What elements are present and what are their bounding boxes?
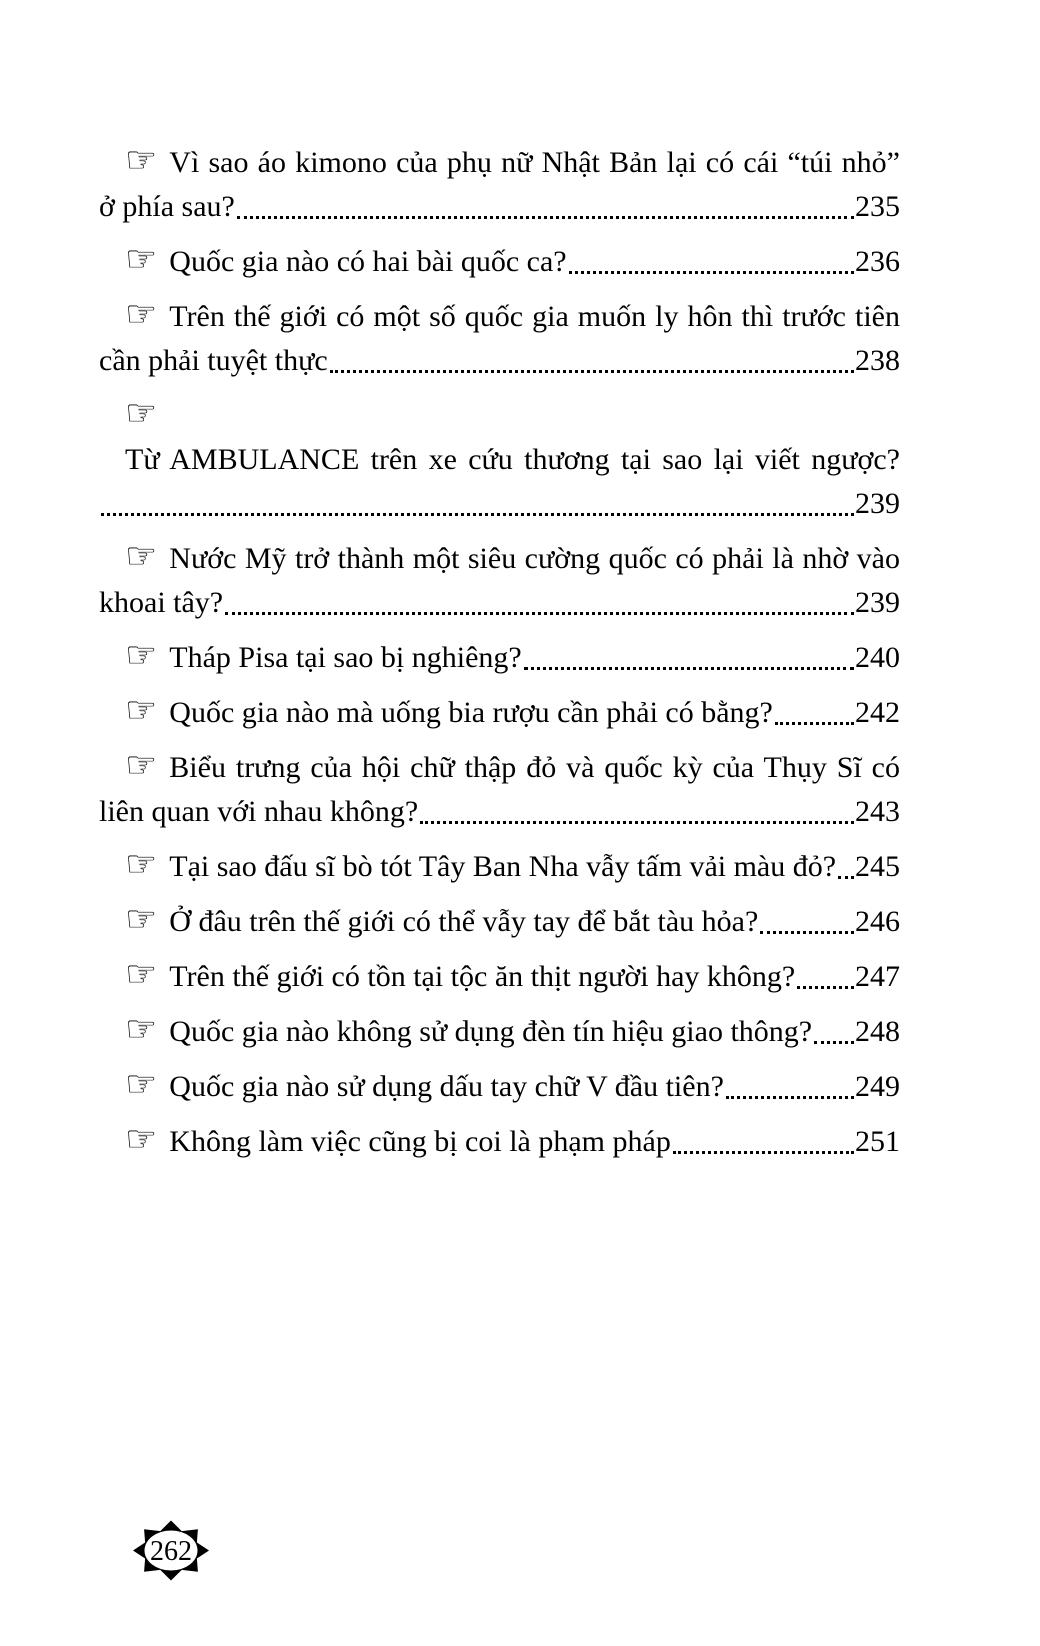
toc-entry-title: Biểu trưng của hội chữ thập đỏ và quốc kỳ của Thụy Sĩ có (169, 751, 900, 784)
dot-leader (420, 821, 854, 824)
toc-entry-title: liên quan với nhau không? (99, 795, 419, 828)
toc-entry[interactable] (99, 238, 900, 284)
dot-leader (673, 1151, 854, 1154)
toc-entry-title: Từ AMBULANCE trên xe cứu thương tại sao lại viết ngược? (125, 443, 900, 476)
toc-entry[interactable] (99, 634, 900, 680)
dot-leader (225, 612, 854, 615)
toc-entry-line (99, 1063, 900, 1109)
toc-entry-page-number: 238 (855, 344, 900, 377)
toc-entry-line (99, 953, 900, 999)
toc-entry-page-number: 236 (855, 245, 900, 278)
dot-leader (775, 722, 854, 725)
toc-entry[interactable] (99, 392, 900, 526)
toc-entry-page-number: 251 (855, 1125, 900, 1158)
dot-leader (330, 370, 854, 373)
toc-entry-page-number: 239 (855, 487, 900, 520)
toc-entry-title: Quốc gia nào mà uống bia rượu cần phải có bằng? (169, 696, 773, 729)
toc-entry-page-number: 248 (855, 1015, 900, 1048)
toc-entry[interactable] (99, 1063, 900, 1109)
toc-entry-page-number: 243 (855, 795, 900, 828)
toc-entry-title: ở phía sau? (99, 190, 235, 223)
pointing-hand-icon: ☞ (125, 1064, 158, 1105)
toc-entry[interactable] (99, 953, 900, 999)
toc-entry[interactable] (99, 843, 900, 889)
toc-entry-line (99, 843, 900, 889)
toc-entry-line (99, 898, 900, 944)
toc-entry[interactable] (99, 293, 900, 383)
toc-entry-page-number: 235 (855, 190, 900, 223)
footer-page-number: 262 (150, 1536, 192, 1567)
dot-leader (760, 931, 854, 934)
toc-entry-page-number: 246 (855, 905, 900, 938)
toc-entry-title: khoai tây? (99, 586, 224, 619)
toc-entry-line (99, 689, 900, 735)
toc-entry-line (99, 535, 900, 581)
dot-leader (726, 1096, 854, 1099)
pointing-hand-icon: ☞ (125, 745, 158, 786)
toc-entry-line (99, 1118, 900, 1164)
toc-entry-line (99, 139, 900, 185)
toc-entry-page-number: 242 (855, 696, 900, 729)
toc-entry[interactable] (99, 139, 900, 229)
toc-entry-title: Trên thế giới có một số quốc gia muốn ly hôn thì trước tiên (169, 300, 900, 333)
toc-entry-line (99, 634, 900, 680)
pointing-hand-icon: ☞ (125, 294, 158, 335)
pointing-hand-icon: ☞ (125, 1119, 158, 1160)
toc-entry-page-number: 247 (855, 960, 900, 993)
toc-entry-title: Trên thế giới có tồn tại tộc ăn thịt người hay không? (169, 960, 796, 993)
pointing-hand-icon: ☞ (125, 690, 158, 731)
toc-entry-line (99, 293, 900, 339)
toc-entry[interactable] (99, 744, 900, 834)
toc-entry-title: Quốc gia nào có hai bài quốc ca? (169, 245, 567, 278)
toc-entry[interactable] (99, 898, 900, 944)
toc-entry-title: Quốc gia nào sử dụng dấu tay chữ V đầu tiên? (169, 1070, 724, 1103)
toc-entry-title: Quốc gia nào không sử dụng đèn tín hiệu giao thông? (169, 1015, 813, 1048)
toc-entry-line (99, 581, 900, 625)
dot-leader (524, 667, 854, 670)
pointing-hand-icon: ☞ (125, 239, 158, 280)
toc-entry-line (99, 790, 900, 834)
toc-entry[interactable] (99, 689, 900, 735)
toc-entry[interactable] (99, 1118, 900, 1164)
toc-entry-title: Tháp Pisa tại sao bị nghiêng? (169, 641, 522, 674)
toc-entry[interactable] (99, 1008, 900, 1054)
dot-leader (569, 271, 854, 274)
toc-entry-page-number: 240 (855, 641, 900, 674)
pointing-hand-icon: ☞ (125, 393, 158, 434)
pointing-hand-icon: ☞ (125, 954, 158, 995)
toc-entry-page-number: 245 (855, 850, 900, 883)
toc-entry-line (99, 744, 900, 790)
dot-leader (814, 1041, 854, 1044)
pointing-hand-icon: ☞ (125, 536, 158, 577)
page-badge-star-icon (132, 1519, 210, 1583)
toc-entry-line (99, 185, 900, 229)
dot-leader (797, 986, 854, 989)
toc-entry[interactable] (99, 535, 900, 625)
toc-entry-title: cần phải tuyệt thực (99, 344, 328, 377)
toc (99, 139, 900, 1173)
toc-entry-title: Nước Mỹ trở thành một siêu cường quốc có phải là nhờ vào (169, 542, 900, 575)
toc-entry-line (99, 1008, 900, 1054)
toc-entry-title: Ở đâu trên thế giới có thể vẫy tay để bắt tàu hỏa? (169, 905, 759, 938)
toc-entry-line (99, 339, 900, 383)
toc-entry-line (99, 238, 900, 284)
toc-entry-page-number: 249 (855, 1070, 900, 1103)
toc-entry-title: Tại sao đấu sĩ bò tót Tây Ban Nha vẫy tấm vải màu đỏ? (169, 850, 837, 883)
dot-leader (237, 216, 854, 219)
toc-entry-title: Không làm việc cũng bị coi là phạm pháp (169, 1125, 671, 1158)
toc-entry-title: Vì sao áo kimono của phụ nữ Nhật Bản lại có cái “túi nhỏ” (169, 146, 900, 179)
page-badge (132, 1519, 210, 1583)
pointing-hand-icon: ☞ (125, 1009, 158, 1050)
toc-entry-line (99, 482, 900, 526)
toc-entry-line (99, 392, 900, 482)
pointing-hand-icon: ☞ (125, 844, 158, 885)
pointing-hand-icon: ☞ (125, 635, 158, 676)
dot-leader (838, 876, 854, 879)
pointing-hand-icon: ☞ (125, 899, 158, 940)
dot-leader (101, 513, 854, 516)
pointing-hand-icon: ☞ (125, 140, 158, 181)
toc-entry-page-number: 239 (855, 586, 900, 619)
